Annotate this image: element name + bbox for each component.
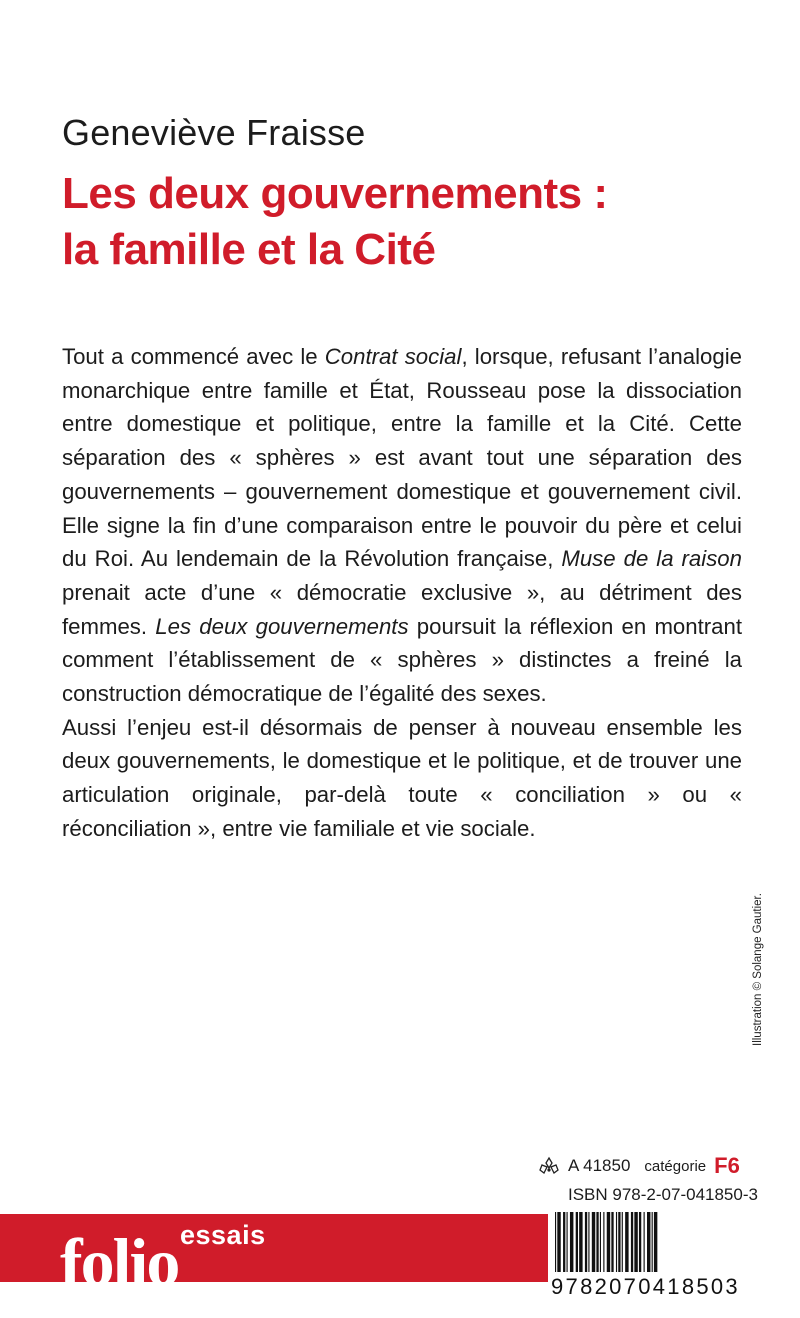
- barcode-bars: [551, 1208, 763, 1278]
- back-cover-blurb: [62, 340, 742, 846]
- barcode-bar: [611, 1212, 613, 1272]
- folio-essais-logo: [60, 1218, 266, 1318]
- folio-wordmark: folio: [60, 1224, 179, 1300]
- barcode-bar: [603, 1212, 604, 1272]
- gallimard-logo-icon: [538, 1155, 560, 1177]
- barcode-digits: 9782070418503: [551, 1274, 740, 1299]
- barcode-bar: [585, 1212, 587, 1272]
- barcode-bar: [631, 1212, 633, 1272]
- category-label: catégorie: [644, 1157, 707, 1175]
- barcode-bar: [618, 1212, 620, 1272]
- title-line-1: Les deux gouvernements :: [62, 169, 608, 218]
- blurb-paragraph-2: Aussi l’enjeu est-il désormais de penser à nouveau ensemble les deux gouvernements, le domestique et le politique, et de trouver une articulation originale, par-delà toute « conciliation » ou « réconciliation », entre vie familiale et vie sociale.: [62, 714, 742, 841]
- category-value: F6: [714, 1153, 740, 1178]
- barcode-bar: [576, 1212, 578, 1272]
- barcode-bar: [647, 1212, 650, 1272]
- catalog-info: [538, 1152, 740, 1180]
- catalog-code: A 41850: [568, 1156, 631, 1175]
- isbn-text: ISBN 978-2-07-041850-3: [568, 1185, 758, 1204]
- author-name: Geneviève Fraisse: [62, 112, 366, 153]
- barcode-bar: [557, 1212, 560, 1272]
- barcode-bar: [563, 1212, 565, 1272]
- barcode-bar: [579, 1212, 582, 1272]
- barcode-bar: [570, 1212, 573, 1272]
- barcode-bar: [592, 1212, 595, 1272]
- blurb-text-run: Tout a commencé avec le: [62, 344, 325, 369]
- blurb-italic-title: Les deux gouvernements: [155, 613, 409, 639]
- blurb-paragraph-1: [62, 340, 742, 711]
- barcode-bar: [555, 1212, 556, 1272]
- barcode-bar: [596, 1212, 598, 1272]
- barcode-bar: [622, 1212, 623, 1272]
- book-title: [62, 166, 607, 278]
- barcode-bar: [600, 1212, 601, 1272]
- barcode-bar: [652, 1212, 653, 1272]
- barcode-bar: [644, 1212, 645, 1272]
- blurb-italic-title: Contrat social: [324, 344, 462, 369]
- blurb-text-run: poursuit la réflexion en montrant comment l’établissement de « sphères » distinctes a freiné la construction démocratique de l’égalité des sexes.: [62, 613, 742, 707]
- barcode-bar: [639, 1212, 641, 1272]
- barcode-bar: [567, 1212, 568, 1272]
- barcode-bar: [654, 1212, 657, 1272]
- blurb-italic-title: Muse de la raison: [561, 546, 742, 572]
- blurb-text-run: , lorsque, refusant l’analogie monarchique entre famille et État, Rousseau pose la dissociation entre domestique et politique, entre la famille et la Cité. Cette séparation des « sphères » est avant tout une séparation des gouvernements – gouvernement domestique et gouvernement civil. Elle signe la fin d’une comparaison entre le pouvoir du père et celui du Roi. Au lendemain de la Révolution française,: [62, 344, 742, 572]
- barcode-bar: [607, 1212, 610, 1272]
- blurb-text-run: prenait acte d’une « démocratie exclusive », au détriment des femmes.: [62, 579, 742, 639]
- illustration-credit-text: Illustration © Solange Gautier.: [752, 893, 764, 1046]
- barcode-bar: [625, 1212, 628, 1272]
- barcode-bar: [588, 1212, 589, 1272]
- essais-wordmark: essais: [180, 1220, 266, 1250]
- barcode: [551, 1208, 763, 1302]
- title-line-2: la famille et la Cité: [62, 225, 436, 274]
- barcode-bar: [616, 1212, 617, 1272]
- illustration-credit: [752, 866, 772, 1046]
- barcode-bar: [634, 1212, 637, 1272]
